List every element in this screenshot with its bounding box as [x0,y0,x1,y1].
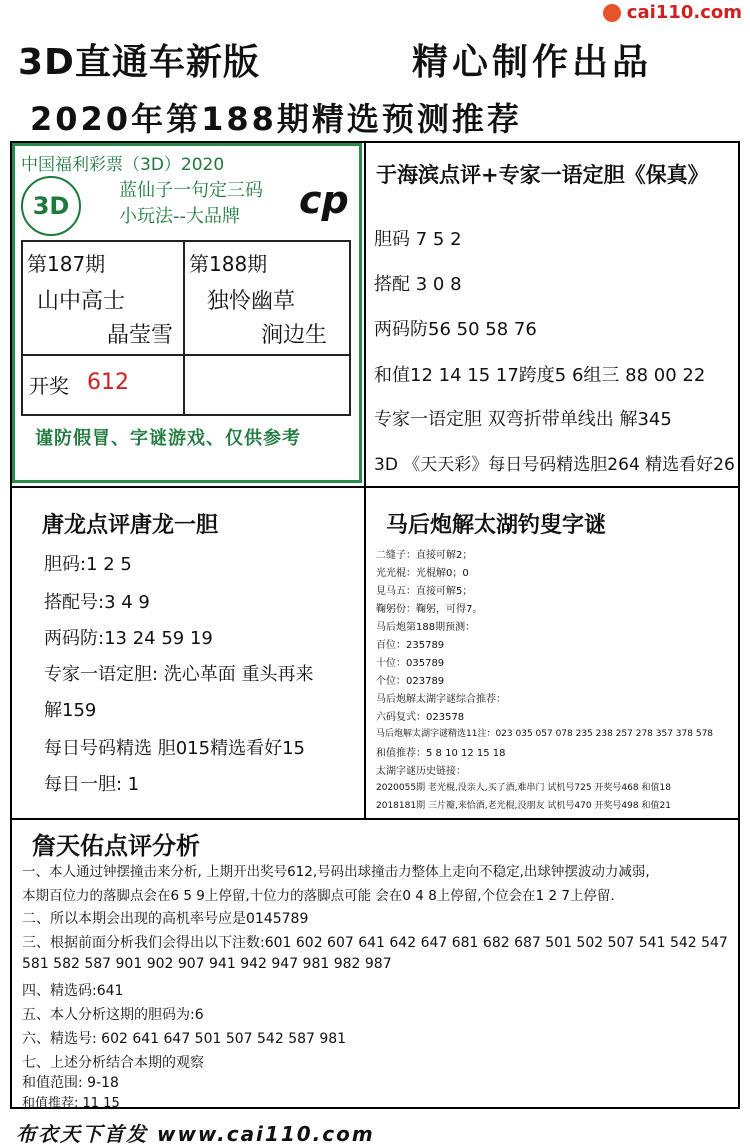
ma-line-9: 马后炮解太湖字谜综合推荐： [376,694,506,705]
panel-title: 中国福利彩票（3D）2020 [21,155,225,175]
issue-table [21,240,351,416]
zhan-section [12,820,738,1111]
slogan-line-2: 小玩法--大品牌 [119,206,240,227]
lottery-info-panel [12,143,362,483]
cur-issue-name-1: 独怜幽草 [207,289,296,314]
prev-issue-label: 第187期 [27,252,106,276]
zhan-line-7: 五、本人分析这期的胆码为:6 [22,1007,204,1023]
zhan-line-11: 和值推荐: 11 15 [22,1096,120,1111]
yu-line-6: 3D 《天天彩》每日号码精选胆264 精选看好26 [374,455,735,475]
ma-line-4: 鞠躬份：鞠躬，可得7。 [376,604,483,615]
yu-line-2: 搭配 3 0 8 [374,274,462,295]
tang-line-7: 每日一胆: 1 [44,774,140,795]
draw-value: 612 [87,370,129,395]
yu-title: 于海滨点评+专家一语定胆《保真》 [376,163,709,187]
yu-line-3: 两码防56 50 58 76 [374,319,537,340]
ma-line-6: 百位：235789 [376,640,445,651]
ma-line-11: 马后炮解太湖字谜精选11注：023 035 057 078 235 238 257 278 357 378 578 [376,729,714,739]
zhan-line-10: 和值范围: 9-18 [22,1075,119,1091]
header-title-right: 精心制作出品 [412,42,653,83]
ma-line-1: 二缝子：直接可解2； [376,550,473,561]
yu-line-4: 和值12 14 15 17跨度5 6组三 88 00 22 [374,365,706,386]
prev-issue-name-1: 山中高士 [37,289,126,314]
ma-line-10: 六码复式：023578 [376,712,465,723]
zhan-line-9: 七、上述分析结合本期的观察 [22,1055,204,1071]
ma-line-3: 見马五：直接可解5； [376,586,473,597]
ma-line-14: 2020055期 老光棍,没亲人,买了酒,难串门 试机号725 开奖号468 和值18 [376,783,671,793]
tang-line-6: 每日号码精选 胆015精选看好15 [44,738,305,759]
site-logo [603,2,742,23]
ma-line-12: 和值推荐：5 8 10 12 15 18 [376,748,506,759]
tang-line-1: 胆码:1 2 5 [44,554,132,575]
zhan-line-2: 本期百位力的落脚点会在6 5 9上停留,十位力的落脚点可能 会在0 4 8上停留,个位会在1 2 7上停留. [22,888,615,904]
3d-logo-text: 3D [32,192,70,220]
draw-label: 开奖 [29,374,69,398]
prev-issue-name-2: 晶莹雪 [107,323,174,348]
footer-text: 布衣天下首发 www.cai110.com [16,1122,375,1146]
zhan-line-5: 581 582 587 901 902 907 941 942 947 981 982 987 [22,956,392,972]
ma-title: 马后炮解太湖钓叟字谜 [386,513,607,538]
zhan-line-6: 四、精选码:641 [22,983,124,999]
tang-title: 唐龙点评唐龙一胆 [42,513,219,538]
tang-section [12,488,364,818]
ma-line-7: 十位：035789 [376,658,445,669]
3d-logo-icon [21,176,81,236]
disclaimer: 谨防假冒、字谜游戏、仅供参考 [35,428,301,449]
cur-issue-label: 第188期 [189,252,268,276]
zhan-line-4: 三、根据前面分析我们会得出以下注数:601 602 607 641 642 647 681 682 687 501 502 507 541 542 547 [22,935,728,951]
ma-line-15: 2018181期 三片瓣,来恰酒,老光棍,没朋友 试机号470 开奖号498 和值21 [376,801,671,811]
zhan-line-8: 六、精选号: 602 641 647 501 507 542 587 981 [22,1031,347,1047]
ma-line-8: 个位：023789 [376,676,445,687]
yu-section [366,143,738,486]
tang-line-4: 专家一语定胆: 洗心革面 重头再来 [44,664,314,685]
tang-line-3: 两码防:13 24 59 19 [44,628,213,649]
logo-circle-icon [603,4,621,22]
cur-issue-name-2: 涧边生 [261,323,328,348]
ma-section [366,488,738,818]
yu-line-1: 胆码 7 5 2 [374,229,462,250]
footer [0,1114,750,1144]
ma-line-13: 太湖字谜历史链接： [376,766,466,777]
header-subtitle: 2020年第188期精选预测推荐 [30,100,522,138]
yu-line-5: 专家一语定胆 双弯折带单线出 解345 [374,409,672,430]
ma-line-5: 马后炮第188期预测： [376,622,476,633]
zhan-line-3: 二、所以本期会出现的高机率号应是0145789 [22,911,309,927]
issue-table-divider [183,242,185,414]
tang-line-2: 搭配号:3 4 9 [44,592,150,613]
site-logo-text: cai110.com [626,2,742,23]
slogan-line-1: 蓝仙子一句定三码 [119,180,263,201]
zhan-title: 詹天佑点评分析 [32,832,200,860]
header-title-left: 3D直通车新版 [18,42,260,83]
tang-line-5: 解159 [44,700,97,721]
ma-line-2: 光光棍：光棍解0；0 [376,568,469,579]
issue-table-row-divider [23,354,349,356]
zhan-line-1: 一、本人通过钟摆撞击来分析, 上期开出奖号612,号码出球撞击力整体上走向不稳定,出球钟摆波动力减弱, [22,864,650,880]
cp-logo-icon: cp [299,178,349,222]
